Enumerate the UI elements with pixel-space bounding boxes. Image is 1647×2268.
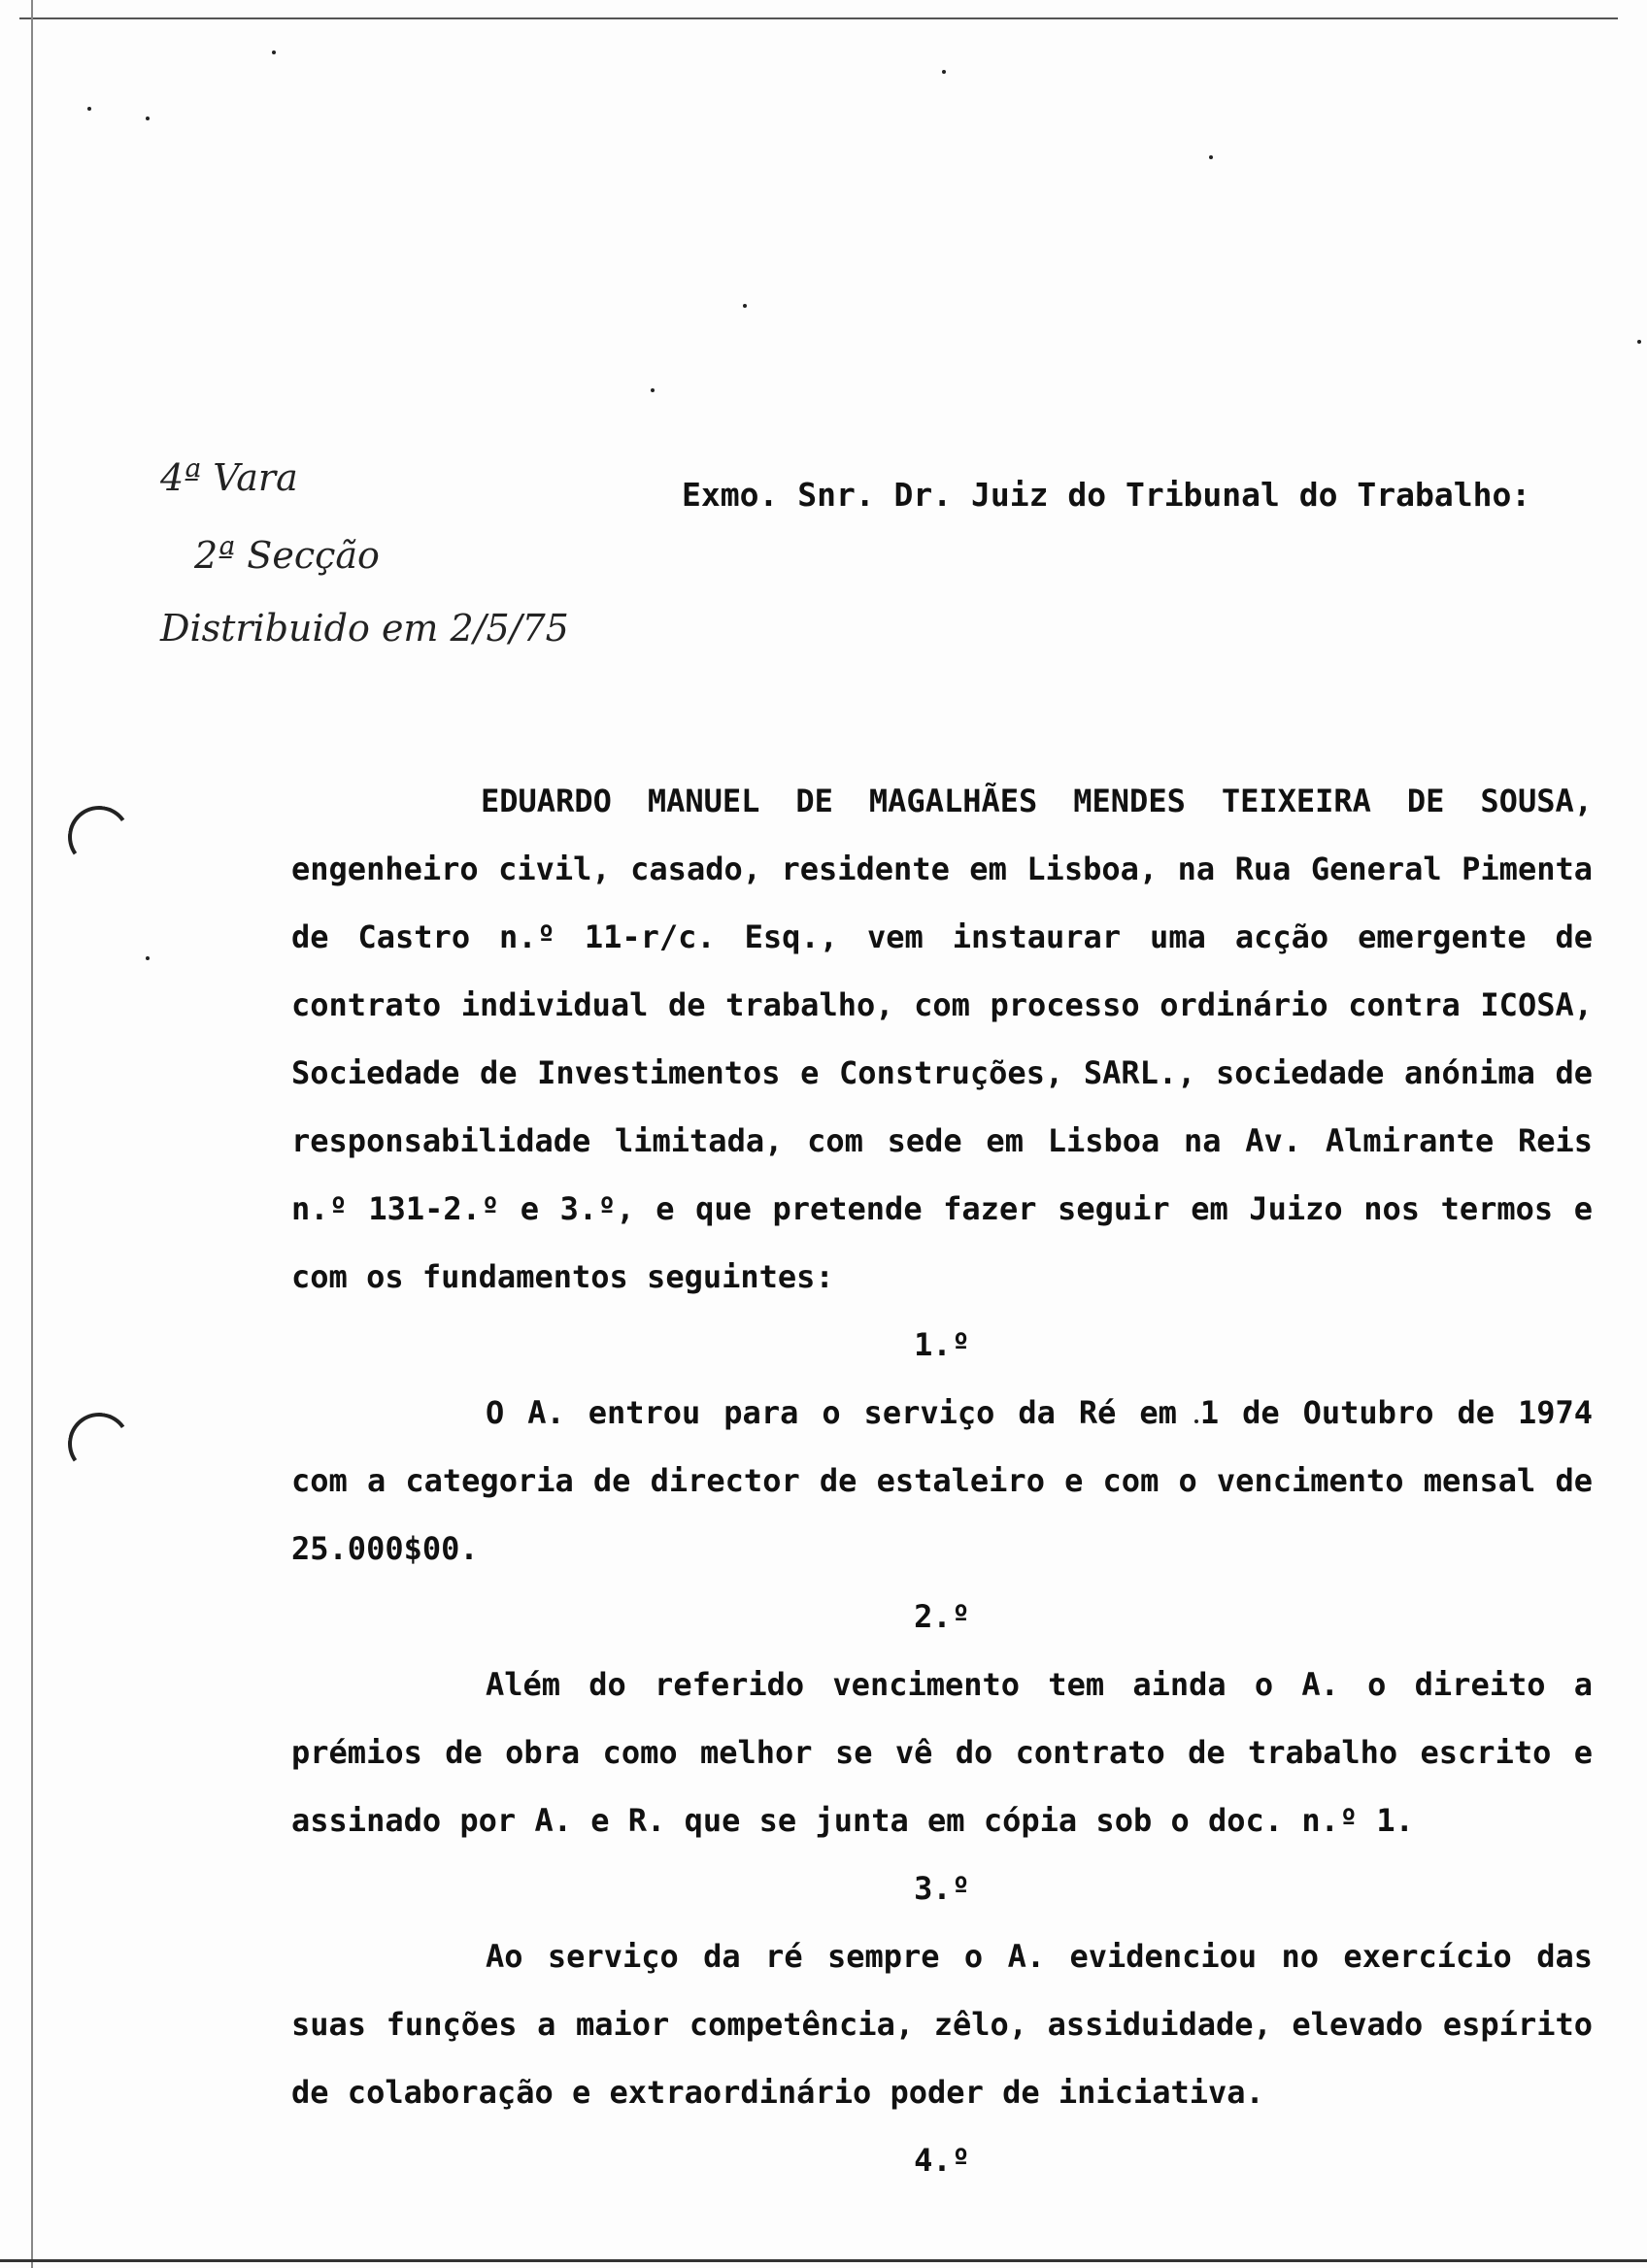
scan-speck — [87, 107, 91, 111]
margin-note-seccao: 2ª Secção — [194, 534, 380, 577]
margin-note-distribuido: Distribuido em 2/5/75 — [160, 607, 569, 650]
scan-speck — [942, 70, 946, 74]
article-number: 2.º — [914, 1598, 970, 1635]
bottom-border — [0, 2259, 1647, 2262]
top-border — [19, 17, 1618, 19]
addressee-line: Exmo. Snr. Dr. Juiz do Tribunal do Trabalho: — [682, 476, 1531, 514]
article-paragraph: Além do referido vencimento tem ainda o A. o direito a prémios de obra como melhor se vê do contrato de trabalho escrito e assinado por A. e R. que se junta em cópia sob o doc. n.º 1. — [291, 1666, 1593, 1839]
scan-speck — [651, 388, 655, 392]
article-paragraph: Ao serviço da ré sempre o A. evidenciou no exercício das suas funções a maior competência, zêlo, assiduidade, elevado espírito de colaboração e extraordinário poder de iniciativa. — [291, 1938, 1593, 2111]
article-number: 4.º — [914, 2142, 970, 2179]
petition-body — [291, 767, 1593, 2194]
scan-speck — [146, 117, 150, 120]
margin-note-vara: 4ª Vara — [160, 456, 298, 499]
punch-hole-mark — [63, 1408, 135, 1480]
scan-speck — [1209, 155, 1213, 159]
left-margin-line — [31, 0, 33, 2268]
article-number: 1.º — [914, 1326, 970, 1363]
scan-speck — [272, 50, 276, 54]
scan-speck — [743, 304, 747, 308]
punch-hole-mark — [63, 801, 135, 873]
intro-paragraph: EDUARDO MANUEL DE MAGALHÃES MENDES TEIXEIRA DE SOUSA, engenheiro civil, casado, residente em Lisboa, na Rua General Pimenta de Castro n.º 11-r/c. Esq., vem instaurar uma acção emergente de contrato individual de trabalho, com processo ordinário contra ICOSA, Sociedade de Investimentos e Construções, SARL., sociedade anónima de responsabilidade limitada, com sede em Lisboa na Av. Almirante Reis n.º 131-2.º e 3.º, e que pretende fazer seguir em Juizo nos termos e com os fundamentos seguintes: — [291, 783, 1593, 1295]
article-paragraph: O A. entrou para o serviço da Ré em 1 de Outubro de 1974 com a categoria de director de estaleiro e com o vencimento mensal de 25.000$00. — [291, 1394, 1593, 1567]
scan-speck — [1637, 340, 1641, 344]
scan-speck — [146, 956, 150, 960]
article-number: 3.º — [914, 1870, 970, 1907]
